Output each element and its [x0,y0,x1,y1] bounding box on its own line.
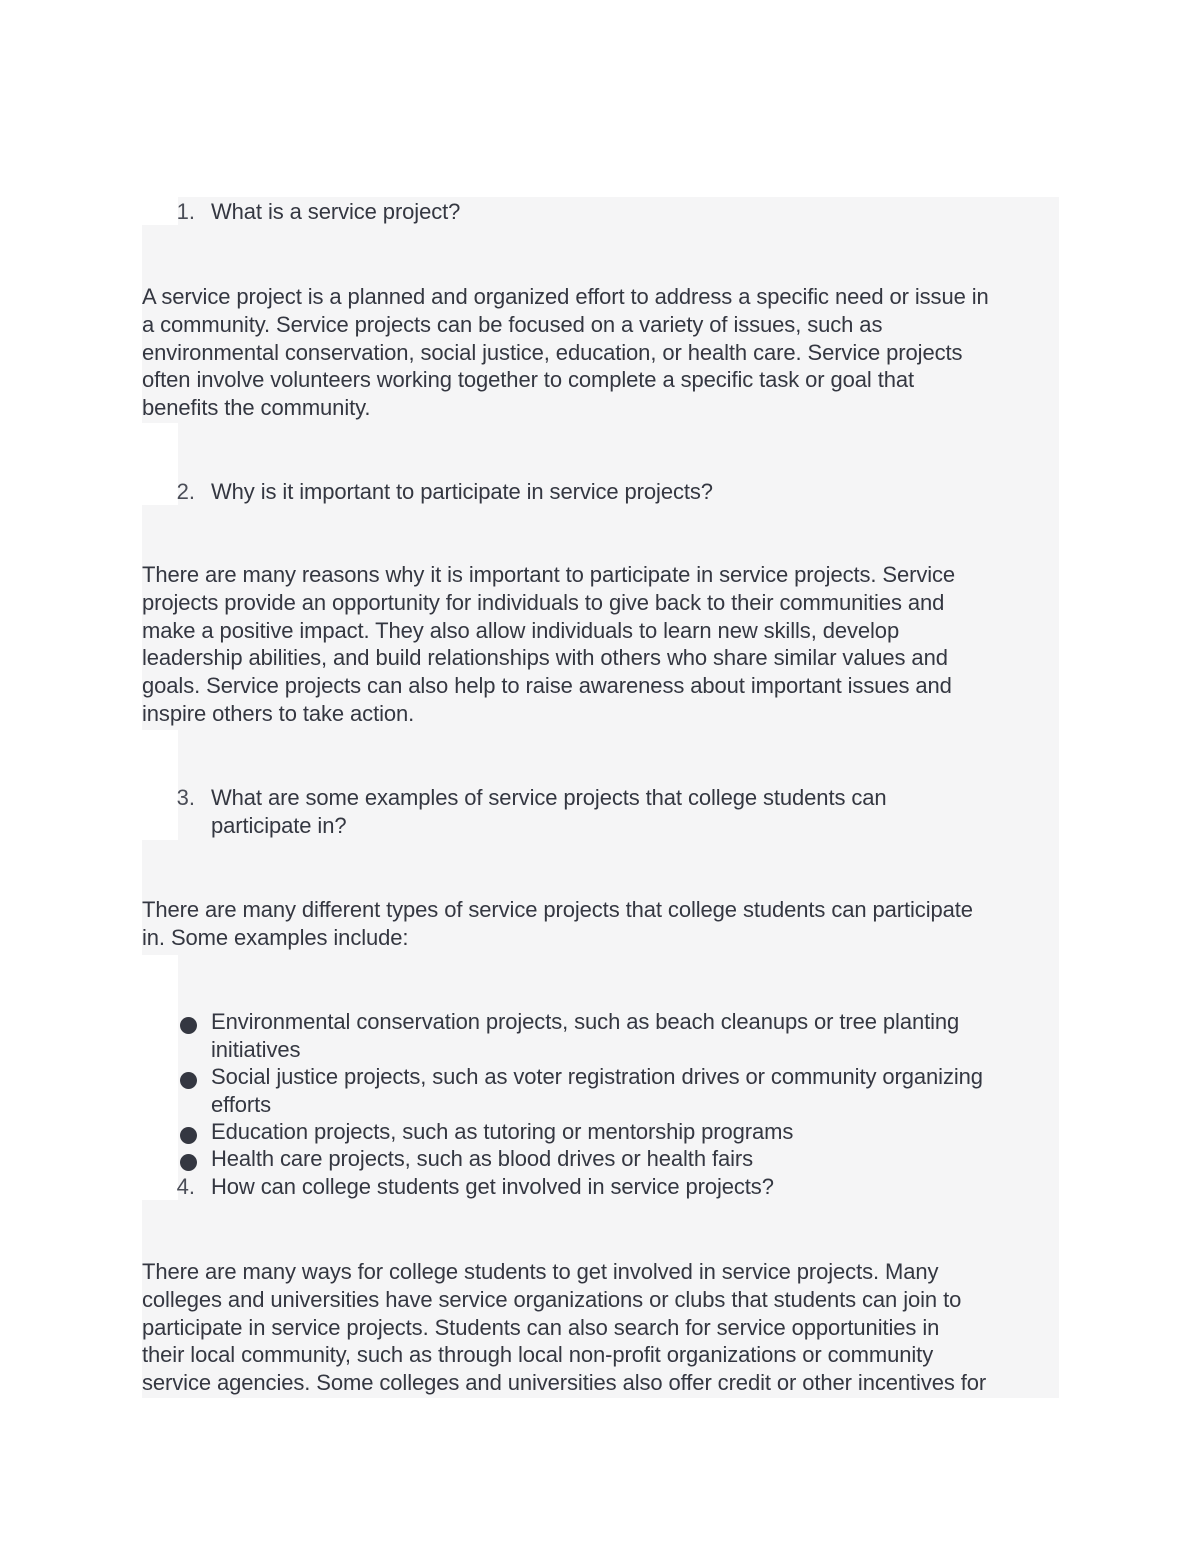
question-number: 4. [176,1174,195,1199]
bullet-icon [180,1127,197,1144]
question-4-text: How can college students get involved in service projects? [211,1174,774,1199]
answer-3-paragraph [142,896,973,952]
bullet-icon [180,1072,197,1089]
question-3-text [211,784,887,840]
text-line: Environmental conservation projects, such as beach cleanups or tree planting [211,1009,960,1034]
text-line: There are many ways for college students to get involved in service projects. Many [142,1259,939,1284]
list-item [211,1118,793,1146]
text-line: Education projects, such as tutoring or mentorship programs [211,1119,794,1144]
text-line: What are some examples of service projects that college students can [211,785,887,810]
text-line: projects provide an opportunity for individuals to give back to their communities and [142,589,945,615]
list-item [211,1145,753,1173]
text-line: their local community, such as through local non-profit organizations or community [142,1342,934,1368]
text-line: often involve volunteers working together to complete a specific task or goal that [142,367,915,393]
text-line: environmental conservation, social justice, education, or health care. Service projects [142,339,963,365]
text-line: in. Some examples include: [142,924,409,950]
bullet-icon [180,1017,197,1034]
text-line: service agencies. Some colleges and universities also offer credit or other incentives for [142,1370,987,1396]
list-item [211,1008,959,1064]
text-line: Health care projects, such as blood drives or health fairs [211,1146,754,1171]
answer-1-paragraph [142,283,989,422]
question-number: 1. [176,199,195,224]
text-line: leadership abilities, and build relationships with others who share similar values and [142,645,948,671]
text-line: a community. Service projects can be focused on a variety of issues, such as [142,311,883,337]
bullet-icon [180,1154,197,1171]
text-line: There are many different types of service projects that college students can participate [142,897,973,922]
text-line: participate in service projects. Students can also search for service opportunities in [142,1314,940,1340]
question-number: 3. [176,785,195,810]
text-line: A service project is a planned and organized effort to address a specific need or issue in [142,284,989,309]
text-line: goals. Service projects can also help to raise awareness about important issues and [142,673,952,699]
text-line: Social justice projects, such as voter registration drives or community organizing [211,1064,983,1089]
text-line: benefits the community. [142,395,371,421]
text-line: inspire others to take action. [142,700,415,726]
question-number: 2. [176,479,195,504]
text-line: colleges and universities have service organizations or clubs that students can join to [142,1286,962,1312]
answer-4-paragraph [142,1258,986,1397]
question-2-text: Why is it important to participate in service projects? [211,479,713,504]
text-line: make a positive impact. They also allow individuals to learn new skills, develop [142,617,900,643]
text-line: initiatives [211,1036,301,1062]
list-item [211,1063,983,1119]
answer-2-paragraph [142,561,955,728]
text-line: participate in? [211,812,347,838]
text-line: There are many reasons why it is important to participate in service projects. Service [142,562,956,587]
question-1-text: What is a service project? [211,199,461,224]
text-line: efforts [211,1091,272,1117]
